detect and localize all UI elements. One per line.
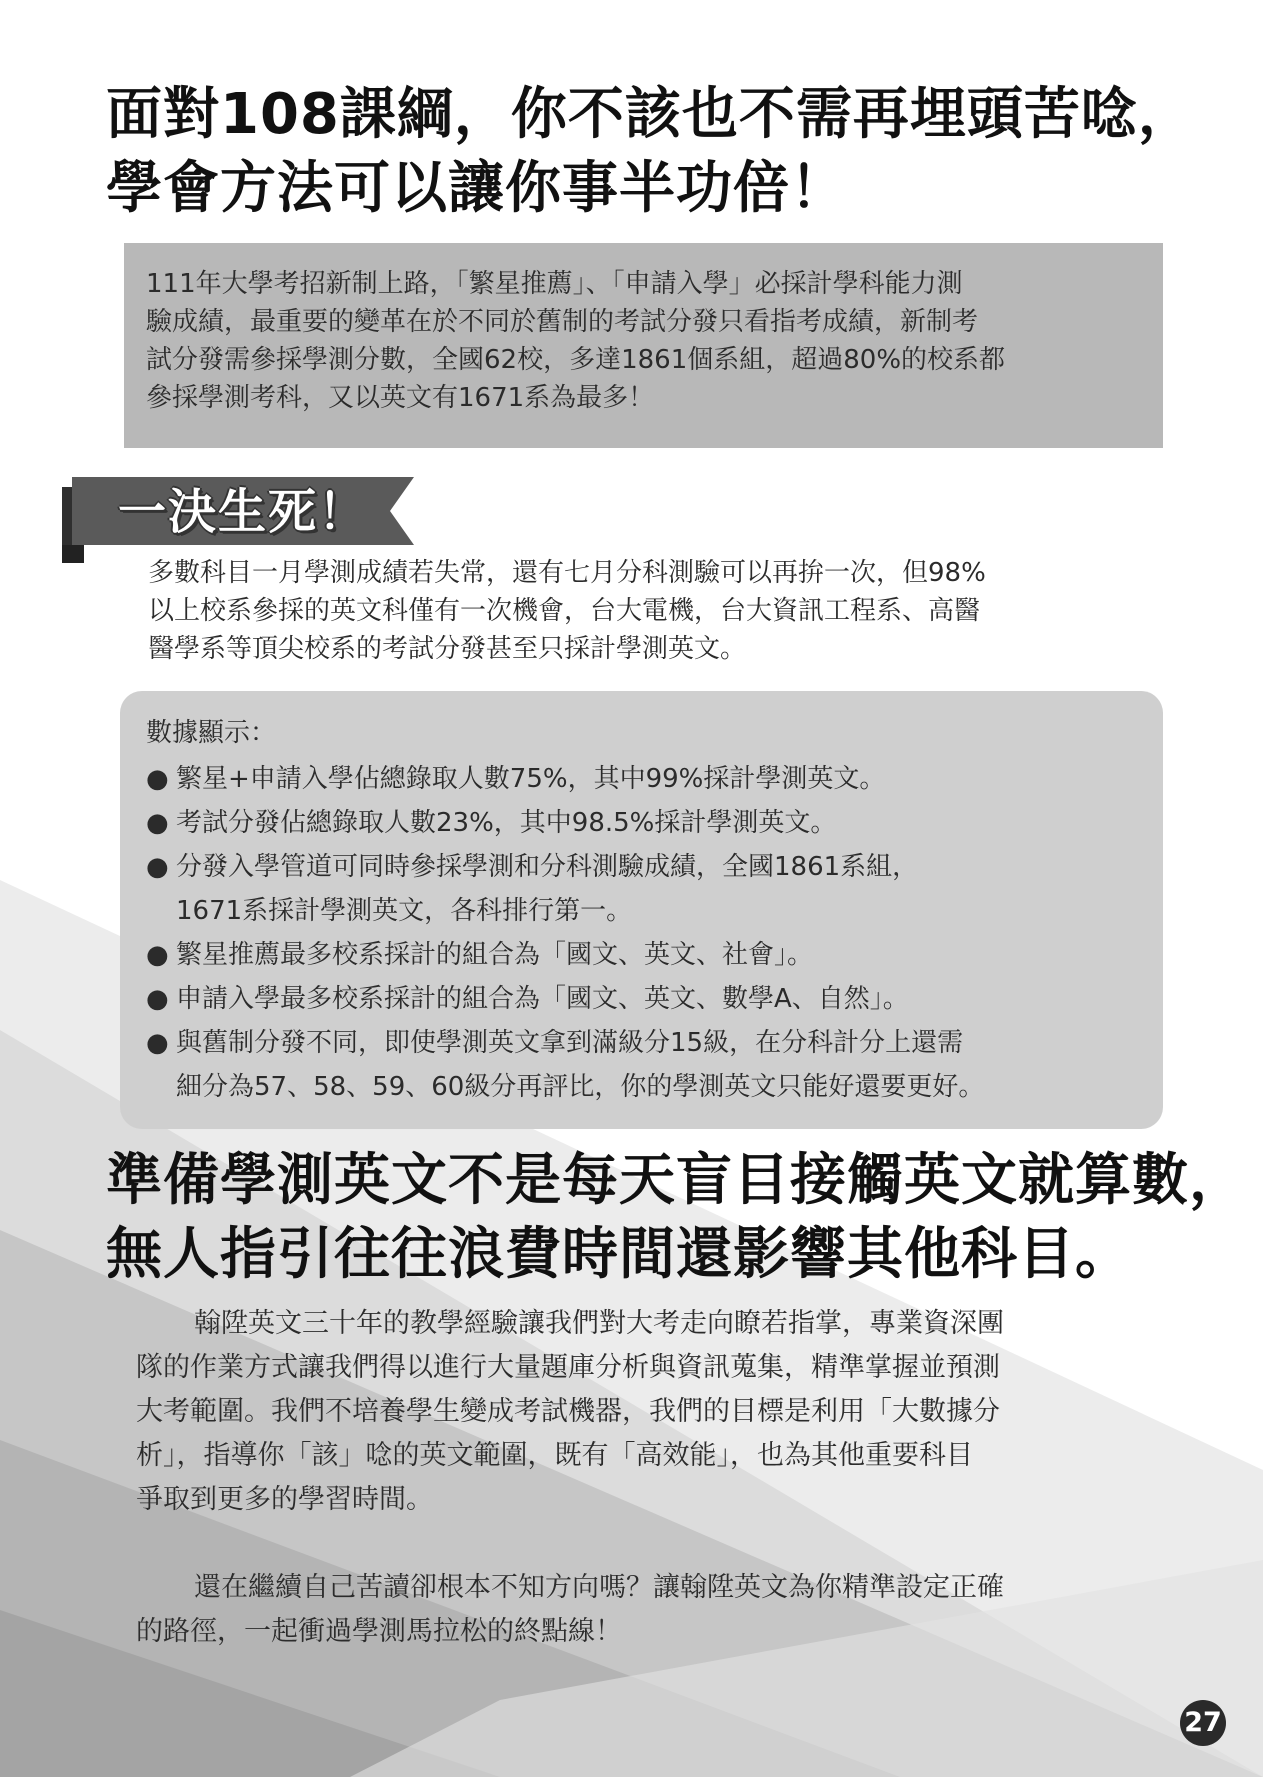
list-item-text: 與舊制分發不同，即使學測英文拿到滿級分15級，在分科計分上還需 — [176, 1028, 964, 1058]
headline-bottom — [106, 1144, 1246, 1292]
decisive-line: 多數科目一月學測成績若失常，還有七月分科測驗可以再拚一次，但98% — [148, 558, 986, 588]
list-item-text: 繁星推薦最多校系採計的組合為「國文、英文、社會」。 — [176, 940, 814, 970]
body-line: 大考範圍。我們不培養學生變成考試機器，我們的目標是利用「大數據分 — [136, 1396, 1000, 1427]
headline-top-line2: 學會方法可以讓你事半功倍！ — [106, 156, 847, 221]
page-number-badge: 27 — [1180, 1700, 1226, 1746]
section-banner — [62, 477, 422, 563]
intro-paragraph — [146, 265, 1141, 417]
banner-title: 一決生死！ — [118, 484, 369, 540]
body-line: 翰陞英文三十年的教學經驗讓我們對大考走向瞭若指掌，專業資深團 — [194, 1308, 1004, 1339]
body-line: 析」，指導你「該」唸的英文範圍，既有「高效能」，也為其他重要科目 — [136, 1440, 973, 1471]
data-box-title: 數據顯示： — [146, 718, 277, 748]
intro-line: 驗成績，最重要的變革在於不同於舊制的考試分發只看指考成績，新制考 — [146, 307, 979, 337]
data-box — [120, 691, 1163, 1129]
bullet-icon: ● — [146, 808, 169, 838]
list-item-text: 考試分發佔總錄取人數23%，其中98.5%採計學測英文。 — [176, 808, 837, 838]
list-item-text: 分發入學管道可同時參採學測和分科測驗成績，全國1861系組， — [176, 852, 919, 882]
bullet-icon: ● — [146, 852, 169, 882]
bullet-icon: ● — [146, 940, 169, 970]
headline-bottom-line2: 無人指引往往浪費時間還影響其他科目。 — [106, 1222, 1132, 1287]
headline-top — [106, 78, 1206, 226]
body-line: 爭取到更多的學習時間。 — [136, 1484, 433, 1515]
body-line: 隊的作業方式讓我們得以進行大量題庫分析與資訊蒐集，精準掌握並預測 — [136, 1352, 1000, 1383]
intro-box — [124, 243, 1163, 448]
list-item-continuation: 1671系採計學測英文，各科排行第一。 — [176, 896, 633, 926]
bullet-icon: ● — [146, 984, 169, 1014]
list-item-continuation: 細分為57、58、59、60級分再評比，你的學測英文只能好還要更好。 — [176, 1072, 985, 1102]
intro-line: 試分發需參採學測分數，全國62校，多達1861個系組，超過80%的校系都 — [146, 345, 1006, 375]
headline-top-line1: 面對108課綱，你不該也不需再埋頭苦唸， — [106, 82, 1195, 147]
list-item — [146, 933, 1163, 977]
list-item-text: 申請入學最多校系採計的組合為「國文、英文、數學A、自然」。 — [176, 984, 909, 1014]
body-text — [136, 1302, 1116, 1654]
headline-bottom-line1: 準備學測英文不是每天盲目接觸英文就算數， — [106, 1148, 1246, 1213]
body-paragraph-2 — [136, 1566, 1116, 1654]
list-item-text: 繁星+申請入學佔總錄取人數75%，其中99%採計學測英文。 — [176, 764, 886, 794]
bullet-icon: ● — [146, 764, 169, 794]
body-line: 還在繼續自己苦讀卻根本不知方向嗎？讓翰陞英文為你精準設定正確 — [194, 1572, 1004, 1603]
body-paragraph-1 — [136, 1302, 1116, 1522]
list-item — [146, 757, 1163, 801]
list-item — [146, 1021, 1163, 1109]
intro-line: 111年大學考招新制上路，「繁星推薦」、「申請入學」必採計學科能力測 — [146, 269, 963, 299]
intro-line: 參採學測考科，又以英文有1671系為最多！ — [146, 383, 655, 413]
list-item — [146, 977, 1163, 1021]
decisive-line: 以上校系參採的英文科僅有一次機會，台大電機，台大資訊工程系、高醫 — [148, 596, 981, 626]
decisive-line: 醫學系等頂尖校系的考試分發甚至只採計學測英文。 — [148, 634, 747, 664]
list-item — [146, 801, 1163, 845]
body-line: 的路徑，一起衝過學測馬拉松的終點線！ — [136, 1616, 622, 1647]
decisive-paragraph — [148, 554, 1168, 668]
bullet-icon: ● — [146, 1028, 169, 1058]
list-item — [146, 845, 1163, 933]
